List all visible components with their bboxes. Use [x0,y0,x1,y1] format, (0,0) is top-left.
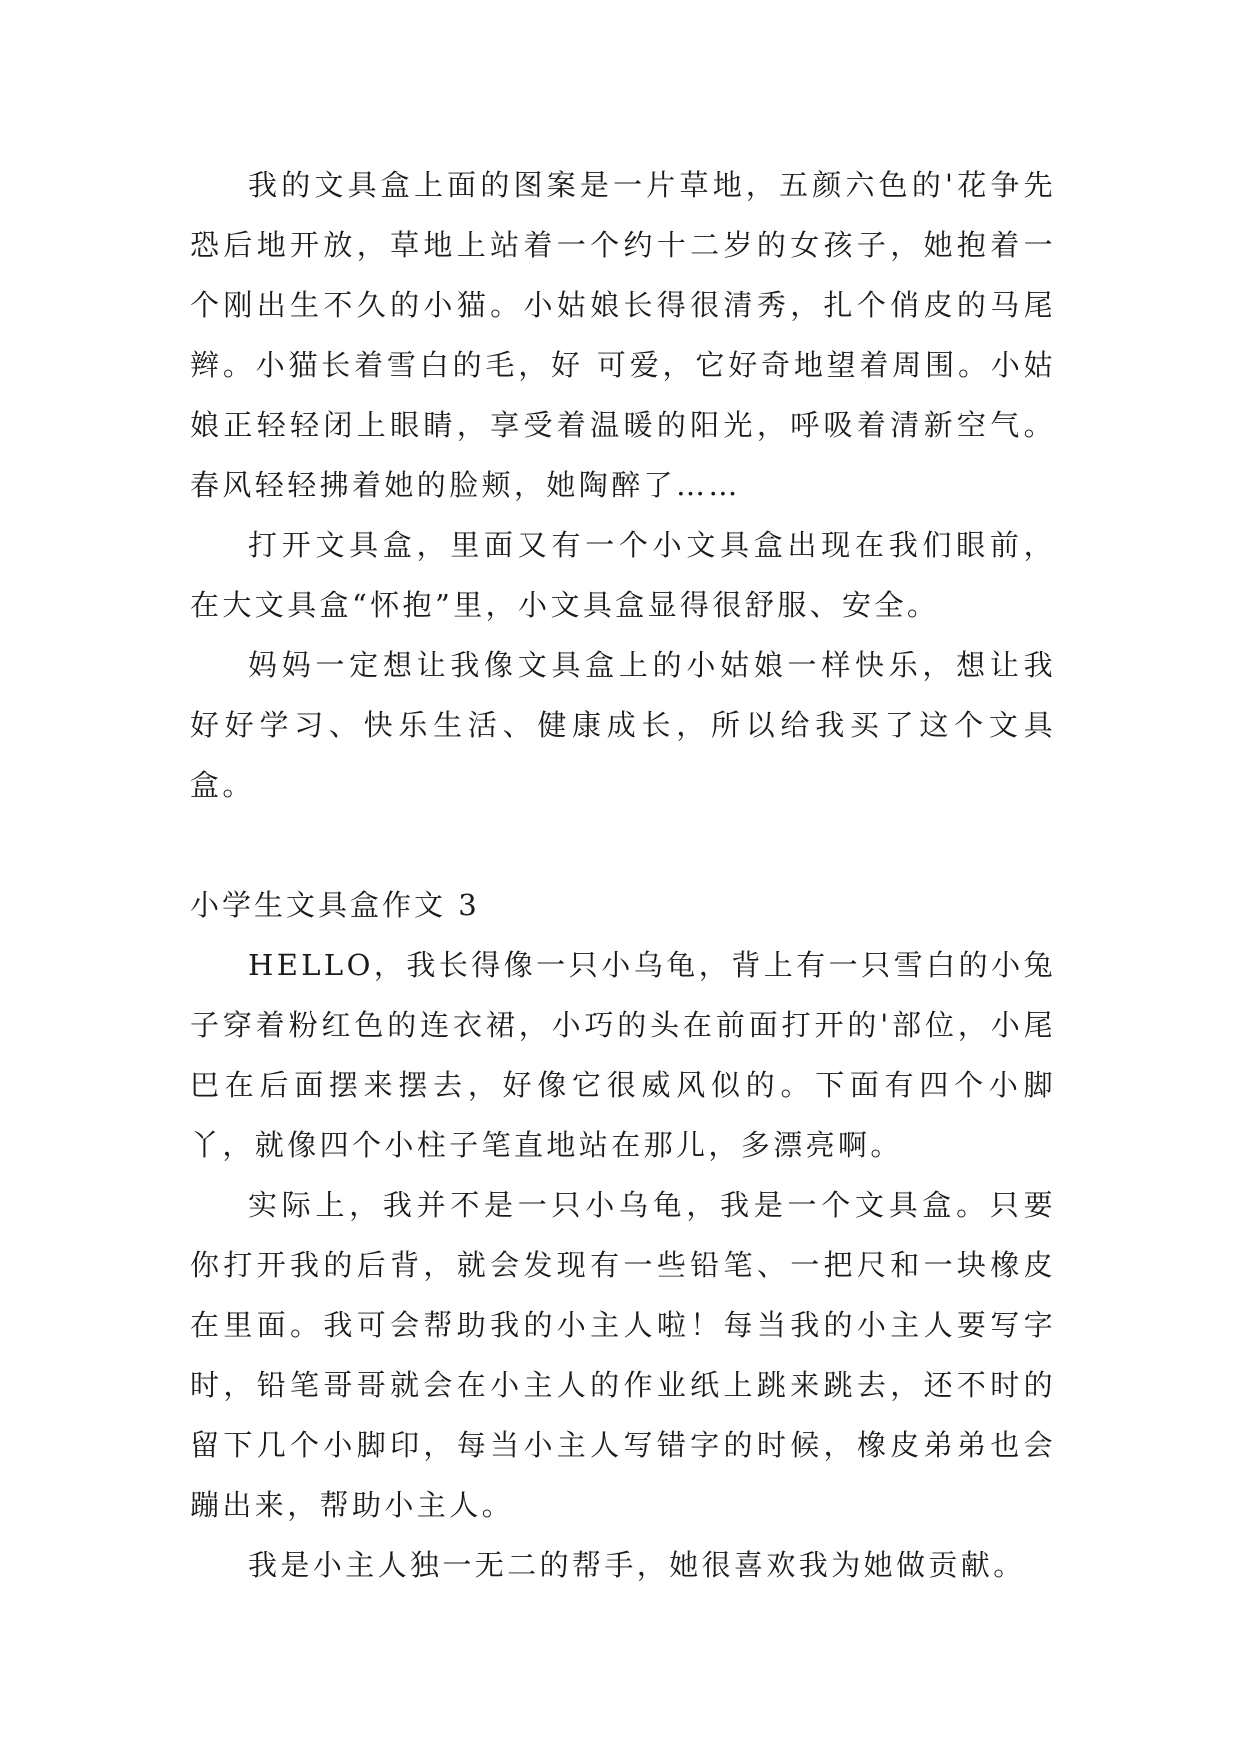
paragraph: HELLO，我长得像一只小乌龟，背上有一只雪白的小兔子穿着粉红色的连衣裙，小巧的头在前面打开的'部位，小尾巴在后面摆来摆去，好像它很威风似的。下面有四个小脚丫，就像四个小柱子笔直地站在那儿，多漂亮啊。 [190,948,1056,1162]
paragraph: 实际上，我并不是一只小乌龟，我是一个文具盒。只要你打开我的后背，就会发现有一些铅笔、一把尺和一块橡皮在里面。我可会帮助我的小主人啦！每当我的小主人要写字时，铅笔哥哥就会在小主人的作业纸上跳来跳去，还不时的留下几个小脚印，每当小主人写错字的时候，橡皮弟弟也会蹦出来，帮助小主人。 [190,1188,1056,1522]
paragraph: 我是小主人独一无二的帮手，她很喜欢我为她做贡献。 [248,1548,1026,1582]
paragraph: 妈妈一定想让我像文具盒上的小姑娘一样快乐，想让我好好学习、快乐生活、健康成长，所以给我买了这个文具盒。 [190,648,1056,802]
document-page [190,155,1056,1595]
paragraph: 我的文具盒上面的图案是一片草地，五颜六色的'花争先恐后地开放，草地上站着一个约十二岁的女孩子，她抱着一个刚出生不久的小猫。小姑娘长得很清秀，扎个俏皮的马尾辫。小猫长着雪白的毛，好 可爱，它好奇地望着周围。小姑娘正轻轻闭上眼睛，享受着温暖的阳光，呼吸着清新空气。春风轻轻拂着她的脸颊，她陶醉了…… [190,168,1056,502]
section-heading: 小学生文具盒作文 3 [190,888,480,922]
paragraph: 打开文具盒，里面又有一个小文具盒出现在我们眼前，在大文具盒“怀抱”里，小文具盒显得很舒服、安全。 [190,528,1056,622]
